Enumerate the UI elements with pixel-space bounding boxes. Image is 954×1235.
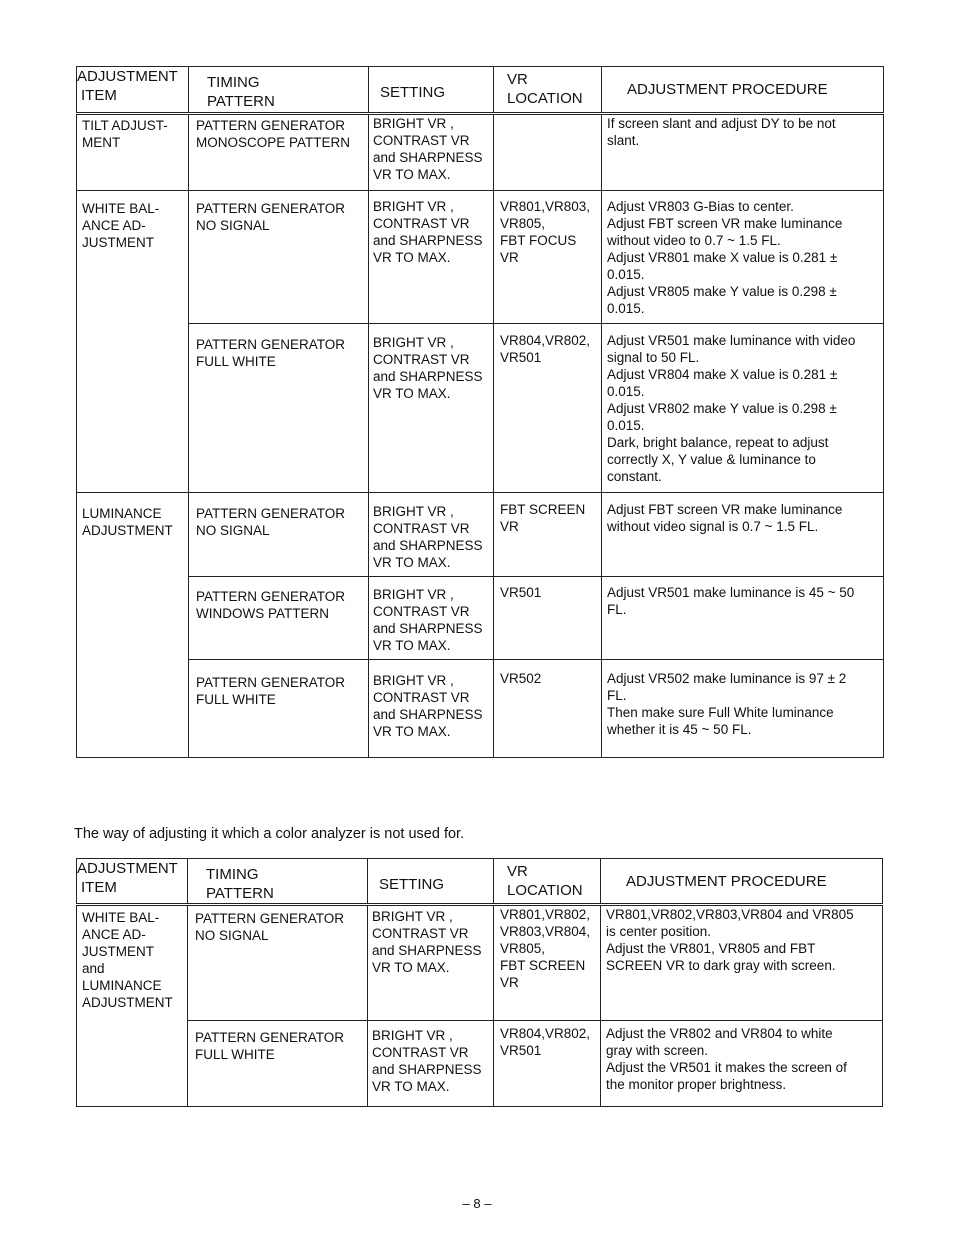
setting-cell <box>369 191 494 324</box>
lum-row3-timing: PATTERN GENERATOR FULL WHITE <box>196 675 346 707</box>
setting-cell <box>369 114 494 191</box>
header-item-line1: ADJUSTMENT <box>77 860 178 877</box>
lum-row1-setting: BRIGHT VR , CONTRAST VR and SHARPNESS VR TO MAX. <box>373 504 483 570</box>
setting-cell <box>369 577 494 660</box>
procedure-cell <box>602 324 884 493</box>
timing-cell <box>188 905 368 1021</box>
header-item-line2: ITEM <box>81 87 117 104</box>
t2-row1-procedure: VR801,VR802,VR803,VR804 and VR805 is center position. Adjust the VR801, VR805 and FBT SCREEN VR to dark gray with screen. <box>606 907 854 973</box>
wb-lum-item: WHITE BAL- ANCE AD- JUSTMENT and LUMINANCE ADJUSTMENT <box>82 910 173 1010</box>
wb-row2-procedure: Adjust VR501 make luminance with video signal to 50 FL. Adjust VR804 make X value is 0.281 ± 0.015. Adjust VR802 make Y value is 0.298 ± 0.015. Dark, bright balance, repeat to adjust correctly X, Y value & luminance to constant. <box>607 333 856 484</box>
setting-cell <box>368 1021 494 1107</box>
vr-cell <box>494 905 601 1021</box>
t2-row2-procedure: Adjust the VR802 and VR804 to white gray with screen. Adjust the VR501 it makes the screen of the monitor proper brightness. <box>606 1026 847 1092</box>
table-row <box>77 114 884 191</box>
tilt-timing: PATTERN GENERATOR MONOSCOPE PATTERN <box>196 118 351 150</box>
table-row <box>77 577 884 660</box>
tilt-item: TILT ADJUST- MENT <box>82 118 168 150</box>
table-header-row <box>77 67 884 114</box>
table-row <box>77 905 883 1021</box>
header-item-line1: ADJUSTMENT <box>77 68 178 85</box>
t2-row2-vr: VR804,VR802, VR501 <box>500 1026 591 1058</box>
table-header-row <box>77 859 883 905</box>
table2-caption: The way of adjusting it which a color analyzer is not used for. <box>74 826 465 842</box>
t2-row1-setting: BRIGHT VR , CONTRAST VR and SHARPNESS VR TO MAX. <box>372 909 482 975</box>
header-timing-pattern <box>188 859 368 905</box>
lum-row1-timing: PATTERN GENERATOR NO SIGNAL <box>196 506 346 538</box>
header-procedure-text: ADJUSTMENT PROCEDURE <box>627 81 828 98</box>
vr-cell <box>494 114 602 191</box>
header-adjustment-procedure <box>601 859 883 905</box>
vr-cell <box>494 660 602 758</box>
setting-cell <box>369 660 494 758</box>
header-adjustment-item <box>77 859 188 905</box>
lum-row2-vr: VR501 <box>500 585 542 600</box>
header-vr-location <box>494 67 602 114</box>
timing-cell <box>189 114 369 191</box>
header-setting <box>368 859 494 905</box>
header-procedure-text: ADJUSTMENT PROCEDURE <box>626 873 827 890</box>
timing-cell <box>189 191 369 324</box>
lum-row1-vr: FBT SCREEN VR <box>500 502 586 534</box>
wb-row1-procedure: Adjust VR803 G-Bias to center. Adjust FBT screen VR make luminance without video to 0.7 ~ 1.5 FL. Adjust VR801 make X value is 0.281 ± 0.015. Adjust VR805 make Y value is 0.298 ± 0.015. <box>607 199 843 316</box>
timing-cell <box>189 660 369 758</box>
table-row <box>77 493 884 577</box>
item-cell <box>77 493 189 758</box>
luminance-item: LUMINANCE ADJUSTMENT <box>82 506 173 538</box>
procedure-cell <box>602 191 884 324</box>
wb-row1-setting: BRIGHT VR , CONTRAST VR and SHARPNESS VR TO MAX. <box>373 199 483 265</box>
tilt-setting: BRIGHT VR , CONTRAST VR and SHARPNESS VR TO MAX. <box>373 116 483 182</box>
item-cell <box>77 905 188 1107</box>
wb-row2-setting: BRIGHT VR , CONTRAST VR and SHARPNESS VR TO MAX. <box>373 335 483 401</box>
vr-cell <box>494 1021 601 1107</box>
wb-row2-vr: VR804,VR802, VR501 <box>500 333 591 365</box>
header-adjustment-procedure <box>602 67 884 114</box>
t2-row2-setting: BRIGHT VR , CONTRAST VR and SHARPNESS VR TO MAX. <box>372 1028 482 1094</box>
timing-cell <box>189 577 369 660</box>
setting-cell <box>368 905 494 1021</box>
procedure-cell <box>602 493 884 577</box>
t2-row1-vr: VR801,VR802, VR803,VR804, VR805, FBT SCREEN VR <box>500 907 591 990</box>
setting-cell <box>369 493 494 577</box>
header-adjustment-item <box>77 67 189 114</box>
white-balance-item: WHITE BAL- ANCE AD- JUSTMENT <box>82 201 160 250</box>
header-timing-text: TIMING PATTERN <box>206 866 274 902</box>
vr-cell <box>494 493 602 577</box>
header-vr-text: VR LOCATION <box>507 863 583 899</box>
header-timing-pattern <box>189 67 369 114</box>
timing-cell <box>188 1021 368 1107</box>
vr-cell <box>494 191 602 324</box>
procedure-cell <box>602 114 884 191</box>
lum-row2-setting: BRIGHT VR , CONTRAST VR and SHARPNESS VR TO MAX. <box>373 587 483 653</box>
lum-row2-timing: PATTERN GENERATOR WINDOWS PATTERN <box>196 589 346 621</box>
lum-row2-procedure: Adjust VR501 make luminance is 45 ~ 50 FL. <box>607 585 855 617</box>
table-row <box>77 324 884 493</box>
adjustment-table-with-analyzer <box>76 66 884 758</box>
lum-row1-procedure: Adjust FBT screen VR make luminance without video signal is 0.7 ~ 1.5 FL. <box>607 502 843 534</box>
header-setting-text: SETTING <box>380 84 446 101</box>
t2-row1-timing: PATTERN GENERATOR NO SIGNAL <box>195 911 345 943</box>
table-row <box>77 660 884 758</box>
wb-row2-timing: PATTERN GENERATOR FULL WHITE <box>196 337 346 369</box>
setting-cell <box>369 324 494 493</box>
procedure-cell <box>601 1021 883 1107</box>
header-timing-text: TIMING PATTERN <box>207 74 275 110</box>
vr-cell <box>494 577 602 660</box>
header-item-line2: ITEM <box>81 879 117 896</box>
t2-row2-timing: PATTERN GENERATOR FULL WHITE <box>195 1030 345 1062</box>
header-vr-location <box>494 859 601 905</box>
procedure-cell <box>602 660 884 758</box>
page-number: – 8 – <box>462 1196 492 1211</box>
header-vr-text: VR LOCATION <box>507 71 583 107</box>
timing-cell <box>189 324 369 493</box>
adjustment-table-without-analyzer <box>76 858 883 1107</box>
procedure-cell <box>601 905 883 1021</box>
header-setting <box>369 67 494 114</box>
vr-cell <box>494 324 602 493</box>
lum-row3-setting: BRIGHT VR , CONTRAST VR and SHARPNESS VR TO MAX. <box>373 673 483 739</box>
wb-row1-vr: VR801,VR803, VR805, FBT FOCUS VR <box>500 199 591 265</box>
item-cell <box>77 191 189 493</box>
header-setting-text: SETTING <box>379 876 445 893</box>
timing-cell <box>189 493 369 577</box>
procedure-cell <box>602 577 884 660</box>
lum-row3-procedure: Adjust VR502 make luminance is 97 ± 2 FL. Then make sure Full White luminance whether it is 45 ~ 50 FL. <box>607 671 847 737</box>
tilt-procedure: If screen slant and adjust DY to be not slant. <box>607 116 836 148</box>
lum-row3-vr: VR502 <box>500 671 542 686</box>
table-row <box>77 191 884 324</box>
wb-row1-timing: PATTERN GENERATOR NO SIGNAL <box>196 201 346 233</box>
table-row <box>77 1021 883 1107</box>
item-cell <box>77 114 189 191</box>
